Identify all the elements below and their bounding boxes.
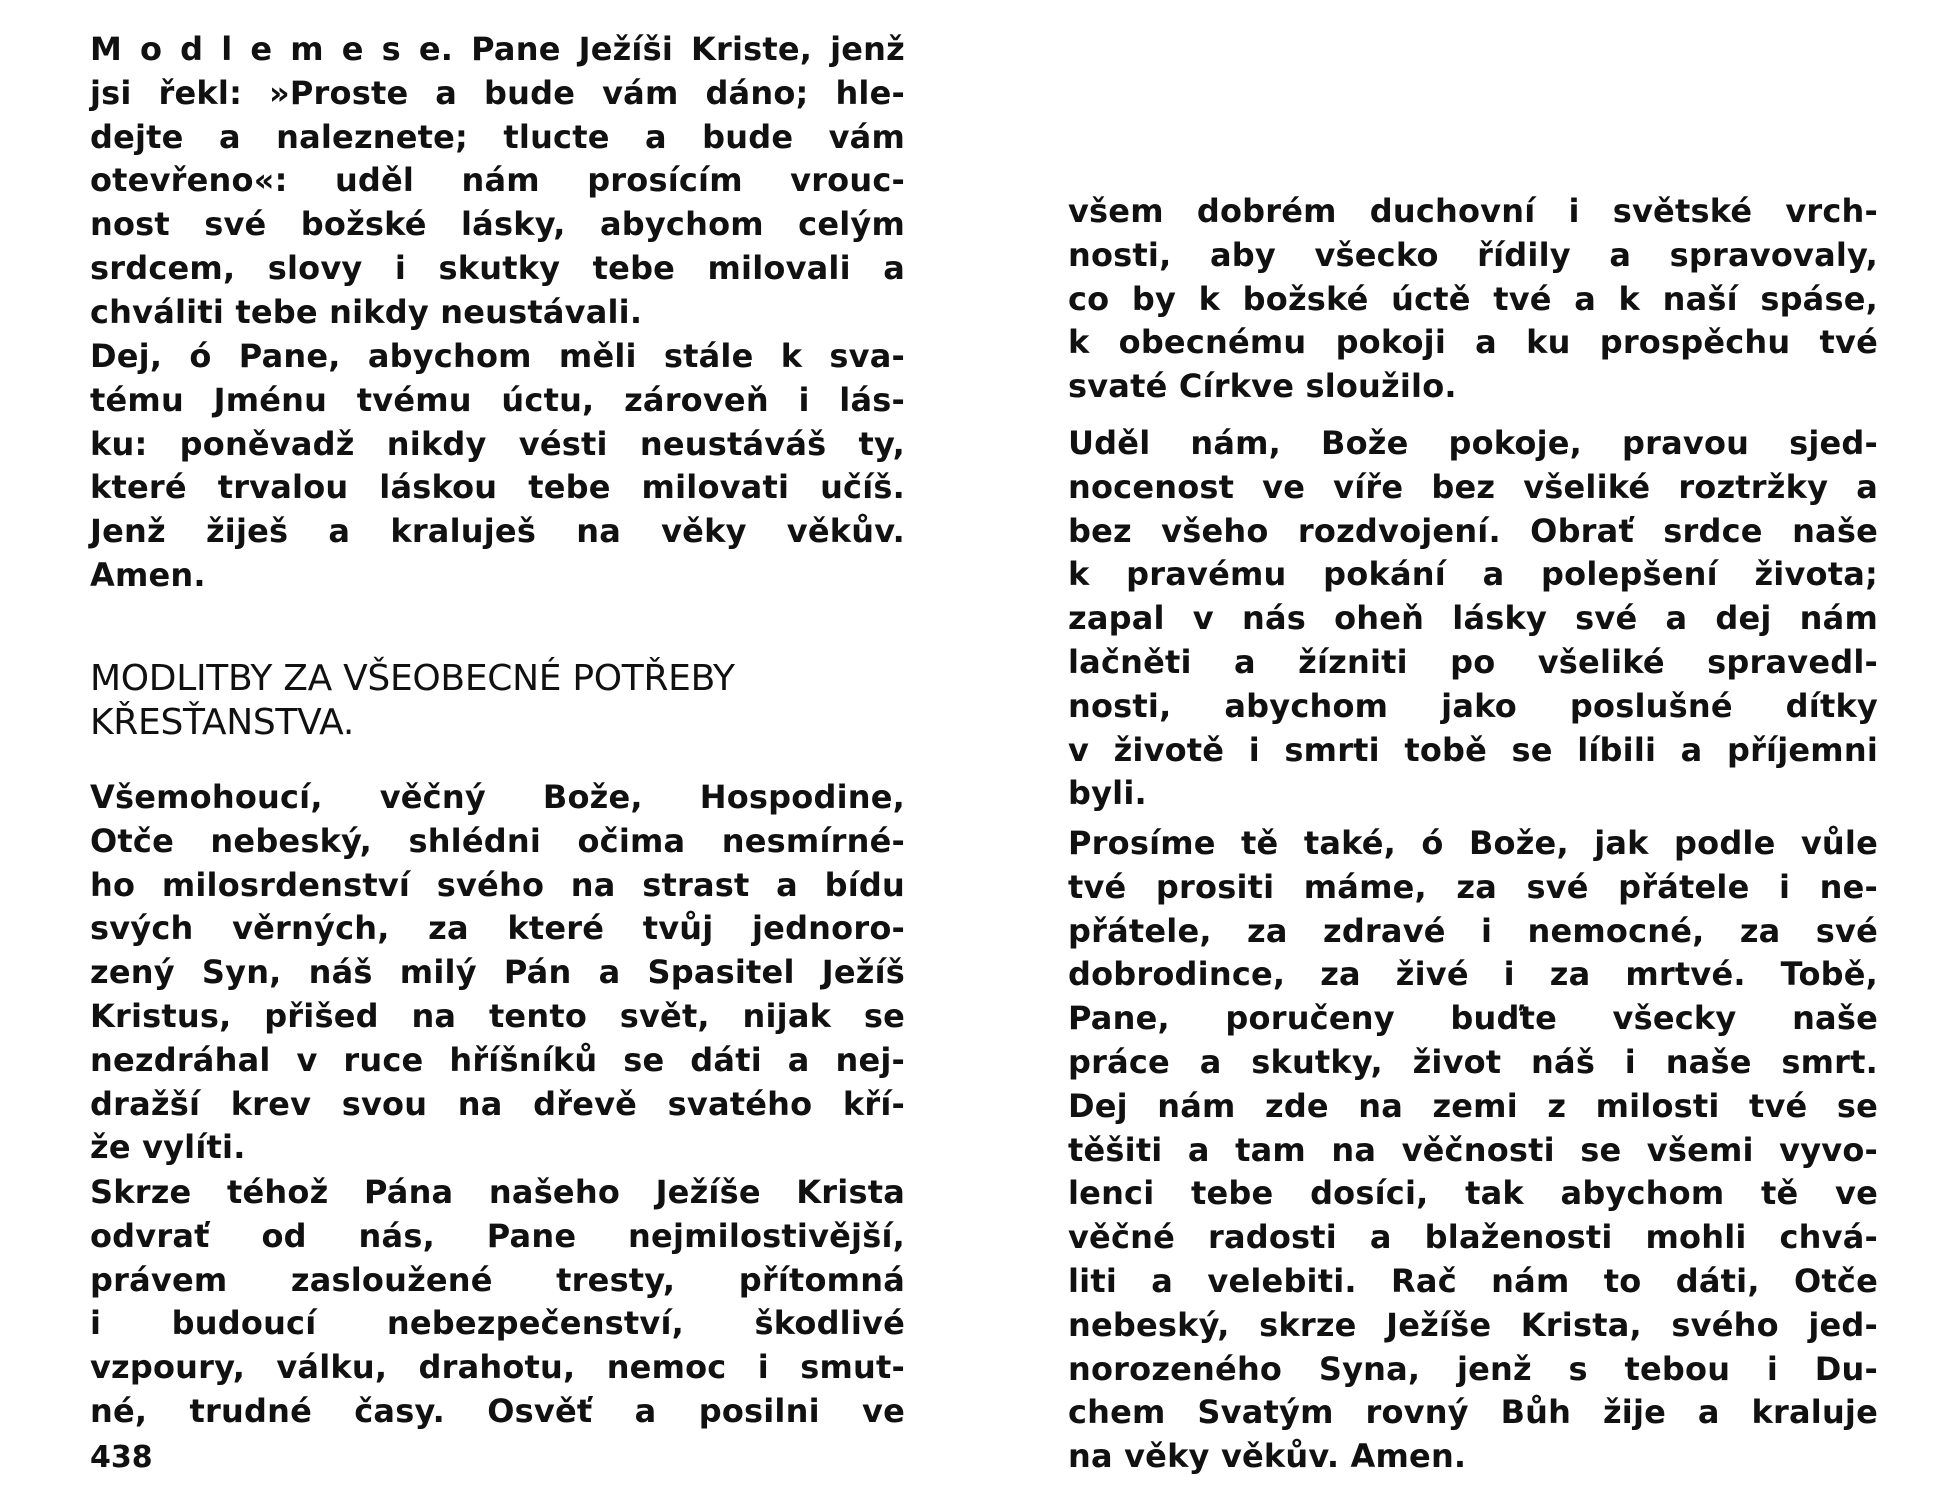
heading-line: MODLITBY ZA VŠEOBECNÉ POTŘEBY — [90, 658, 735, 699]
text-line: Všemohoucí, věčný Bože, Hospodine, — [90, 778, 905, 816]
text-line: byli. — [1068, 774, 1147, 813]
text-line: práce a skutky, život náš i naše smrt. — [1068, 1042, 1878, 1081]
text-line: v životě i smrti tobě se líbili a příjemni — [1068, 730, 1878, 769]
text-line: Jenž žiješ a kraluješ na věky věkův. — [90, 512, 905, 551]
text-line: Dej, ó Pane, abychom měli stále k sva- — [90, 337, 905, 375]
text-line: otevřeno«: uděl nám prosícím vrouc- — [90, 161, 905, 200]
text-line: dobrodince, za živé i za mrtvé. Tobě, — [1068, 955, 1878, 994]
text-line: svých věrných, za které tvůj jednoro- — [90, 909, 905, 948]
prayer-paragraph — [1068, 422, 1878, 816]
prayer-paragraph — [90, 776, 905, 1170]
text-line: Pane, poručeny buďte všecky naše — [1068, 999, 1878, 1038]
text-line: lenci tebe dosíci, tak abychom tě ve — [1068, 1174, 1878, 1213]
text-line: srdcem, slovy i skutky tebe milovali a — [90, 248, 905, 287]
text-line: Skrze téhož Pána našeho Ježíše Krista — [90, 1173, 905, 1211]
text-line: ku: poněvadž nikdy vésti neustáváš ty, — [90, 424, 905, 463]
text-line: že vylíti. — [90, 1128, 246, 1167]
text-line: na věky věkův. Amen. — [1068, 1437, 1467, 1476]
text-line: bez všeho rozdvojení. Obrať srdce naše — [1068, 511, 1878, 550]
text-line: i budoucí nebezpečenství, škodlivé — [90, 1304, 905, 1343]
text-line: nocenost ve víře bez všeliké roztržky a — [1068, 467, 1878, 506]
section-heading — [90, 657, 905, 745]
text-line: k pravému pokání a polepšení života; — [1068, 555, 1878, 594]
text-line: nosti, abychom jako poslušné dítky — [1068, 686, 1878, 725]
text-line: svaté Církve sloužilo. — [1068, 367, 1457, 406]
text-line: nezdráhal v ruce hříšníků se dáti a nej- — [90, 1040, 905, 1079]
text-line: odvrať od nás, Pane nejmilostivější, — [90, 1216, 905, 1255]
text-line: norozeného Syna, jenž s tebou i Du- — [1068, 1349, 1878, 1388]
text-line: zený Syn, náš milý Pán a Spasitel Ježíš — [90, 953, 905, 992]
text-line: všem dobrém duchovní i světské vrch- — [1068, 192, 1878, 230]
text-line: M o d l e m e s e. Pane Ježíši Kriste, jenž — [90, 30, 905, 68]
text-line: Otče nebeský, shlédni očima nesmírné- — [90, 821, 905, 860]
text-line: k obecnému pokoji a ku prospěchu tvé — [1068, 323, 1878, 362]
text-line: nosti, aby všecko řídily a spravovaly, — [1068, 235, 1878, 274]
text-line: dejte a naleznete; tlucte a bude vám — [90, 117, 905, 156]
text-line: né, trudné časy. Osvěť a posilni ve — [90, 1391, 905, 1430]
text-line: nost své božské lásky, abychom celým — [90, 205, 905, 244]
text-line: přátele, za zdravé i nemocné, za své — [1068, 911, 1878, 950]
text-line: ho milosrdenství svého na strast a bídu — [90, 865, 905, 904]
text-line: dražší krev svou na dřevě svatého kří- — [90, 1084, 905, 1123]
text-line: co by k božské úctě tvé a k naší spáse, — [1068, 279, 1878, 318]
text-line: chváliti tebe nikdy neustávali. — [90, 292, 643, 331]
text-line: těšiti a tam na věčnosti se všemi vyvo- — [1068, 1130, 1878, 1169]
text-line: Kristus, přišed na tento svět, nijak se — [90, 996, 905, 1035]
text-line: Dej nám zde na zemi z milosti tvé se — [1068, 1086, 1878, 1125]
text-line: které trvalou láskou tebe milovati učíš. — [90, 468, 905, 507]
text-line: nebeský, skrze Ježíše Krista, svého jed- — [1068, 1305, 1878, 1344]
prayer-paragraph — [1068, 190, 1878, 409]
page-number: 438 — [90, 1440, 153, 1475]
prayer-paragraph — [90, 335, 905, 598]
text-line: právem zasloužené tresty, přítomná — [90, 1260, 905, 1299]
text-line: vzpoury, válku, drahotu, nemoc i smut- — [90, 1348, 905, 1387]
text-line: tému Jménu tvému úctu, zároveň i lás- — [90, 380, 905, 419]
text-line: liti a velebiti. Rač nám to dáti, Otče — [1068, 1261, 1878, 1300]
text-line: zapal v nás oheň lásky své a dej nám — [1068, 599, 1878, 638]
prayer-paragraph — [90, 28, 905, 335]
text-line: tvé prositi máme, za své přátele i ne- — [1068, 867, 1878, 906]
text-line: Uděl nám, Bože pokoje, pravou sjed- — [1068, 424, 1878, 462]
prayer-paragraph — [1068, 822, 1878, 1479]
prayer-paragraph — [90, 1171, 905, 1434]
text-line: jsi řekl: »Proste a bude vám dáno; hle- — [90, 73, 905, 112]
text-line: Prosíme tě také, ó Bože, jak podle vůle — [1068, 824, 1878, 862]
heading-line: KŘESŤANSTVA. — [90, 702, 354, 743]
text-line: chem Svatým rovný Bůh žije a kraluje — [1068, 1393, 1878, 1432]
text-line: lačněti a žízniti po všeliké spravedl- — [1068, 642, 1878, 681]
text-line: Amen. — [90, 555, 206, 594]
text-line: věčné radosti a blaženosti mohli chvá- — [1068, 1218, 1878, 1257]
